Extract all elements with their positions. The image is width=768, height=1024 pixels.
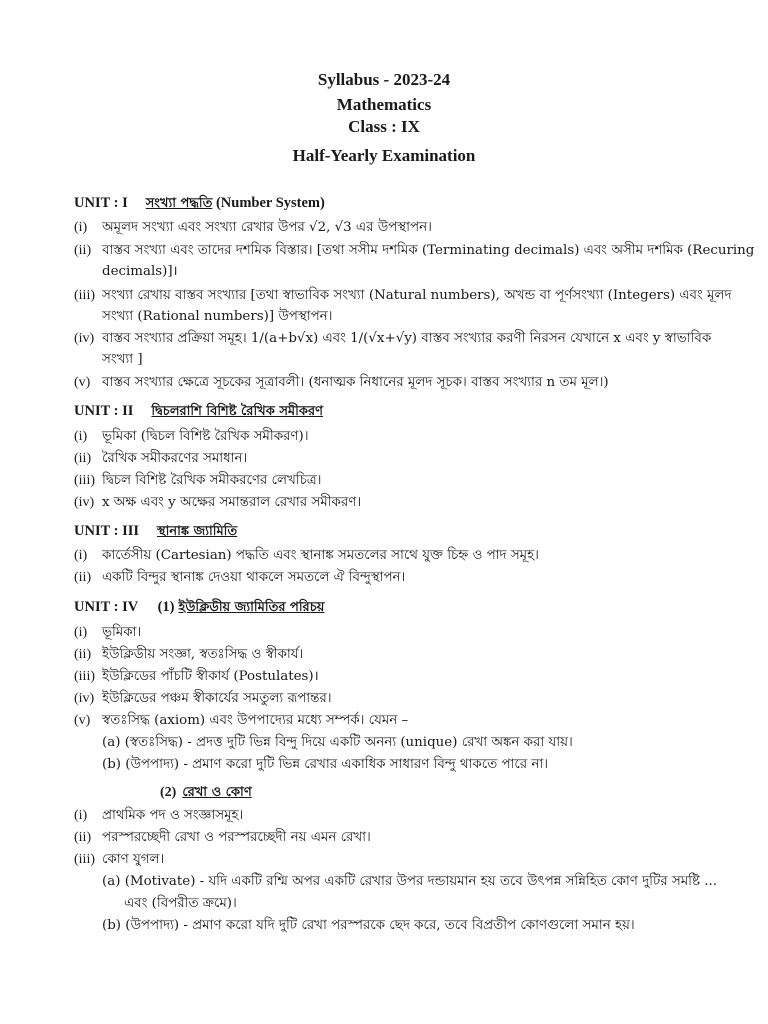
unit-4-sec-2-subitem-a-cont: এবং (বিপরীত ক্রমে)। xyxy=(124,896,237,911)
unit-4-item-1: ভূমিকা। xyxy=(102,625,142,640)
unit-1-item-4: বাস্তব সংখ্যার প্রক্রিয়া সমূহ। 1/(a+b√x) এবং 1/(√x+√y) বাস্তব সংখ্যার করণী নিরসন যেখানে x এবং y স্বাভাবিক xyxy=(102,331,712,346)
unit-4-sec-2-item-2: পরস্পরচ্ছেদী রেখা ও পরস্পরচ্ছেদী নয় এমন রেখা। xyxy=(102,830,371,845)
unit-4-subitem-a: (a) (স্বতঃসিদ্ধ) - প্রদত্ত দুটি ভিন্ন বিন্দু দিয়ে একটি অনন্য (unique) রেখা অঙ্কন করা যায়। xyxy=(102,735,573,750)
unit-2-item-2: রৈখিক সমীকরণের সমাধান। xyxy=(102,451,248,466)
syllabus-year: Syllabus - 2023-24 xyxy=(317,70,451,89)
unit-1-item-5: বাস্তব সংখ্যার ক্ষেত্রে সূচকের সূত্রাবলী। (ধনাত্মক নিধানের মূলদ সূচক। বাস্তব সংখ্যার n তম মূল।) xyxy=(102,375,609,390)
exam-title: Half-Yearly Examination xyxy=(292,146,476,165)
unit-2-item-4: x অক্ষ এবং y অক্ষের সমান্তরাল রেখার সমীকরণ। xyxy=(102,495,362,510)
unit-1-label: UNIT : I xyxy=(74,195,128,211)
unit-1-item-3: সংখ্যা রেখায় বাস্তব সংখ্যার [তথা স্বাভাবিক সংখ্যা (Natural numbers), অখন্ড বা পূর্ণসংখ্যা (Integers) এবং মূলদ xyxy=(102,288,732,303)
unit-2-heading xyxy=(74,401,323,422)
unit-1-item-2-num: (ii) xyxy=(74,243,92,258)
unit-4-item-1-num: (i) xyxy=(74,625,88,640)
unit-4-item-5-num: (v) xyxy=(74,713,91,728)
unit-4-item-4-num: (iv) xyxy=(74,691,95,706)
unit-1-item-4-num: (iv) xyxy=(74,331,95,346)
unit-4-item-2: ইউক্লিডীয় সংজ্ঞা, স্বতঃসিদ্ধ ও স্বীকার্য। xyxy=(102,647,304,662)
unit-2-item-2-num: (ii) xyxy=(74,451,92,466)
unit-4-sec-2-subitem-b: (b) (উপপাদ্য) - প্রমাণ করো যদি দুটি রেখা পরস্পরকে ছেদ করে, তবে বিপ্রতীপ কোণগুলো সমান হয়। xyxy=(102,918,635,933)
unit-4-heading xyxy=(74,597,324,618)
unit-4-sec-2-item-1: প্রাথমিক পদ ও সংজ্ঞাসমূহ। xyxy=(102,808,244,823)
unit-1-item-2: বাস্তব সংখ্যা এবং তাদের দশমিক বিস্তার। [তথা সসীম দশমিক (Terminating decimals) এবং অসীম দশমিক (Recuring xyxy=(102,243,755,258)
unit-2-label: UNIT : II xyxy=(74,403,134,419)
unit-2-item-4-num: (iv) xyxy=(74,495,95,510)
unit-4-item-4: ইউক্লিডের পঞ্চম স্বীকার্যের সমতুল্য রূপান্তর। xyxy=(102,691,332,706)
unit-2-item-1: ভূমিকা (দ্বিচল বিশিষ্ট রৈখিক সমীকরণ)। xyxy=(102,429,309,444)
unit-1-heading xyxy=(74,193,325,214)
unit-1-title: সংখ্যা পদ্ধতি xyxy=(145,196,213,211)
unit-4-sec-2-item-2-num: (ii) xyxy=(74,830,92,845)
unit-4-sec-2-item-1-num: (i) xyxy=(74,808,88,823)
unit-1-item-1-num: (i) xyxy=(74,220,88,235)
unit-4-sec-1-num: (1) xyxy=(157,599,175,615)
unit-4-sec-2-item-3: কোণ যুগল। xyxy=(102,852,165,867)
unit-1-item-3-num: (iii) xyxy=(74,288,95,303)
subject-title: Mathematics xyxy=(336,95,432,114)
unit-3-item-1-num: (i) xyxy=(74,548,88,563)
unit-3-label: UNIT : III xyxy=(74,523,140,539)
unit-3-item-2: একটি বিন্দুর স্থানাঙ্ক দেওয়া থাকলে সমতলে ঐ বিন্দুস্থাপন। xyxy=(102,570,406,585)
unit-3-title: স্থানাঙ্ক জ্যামিতি xyxy=(157,524,238,539)
unit-4-sec-2-title: রেখা ও কোণ xyxy=(182,785,252,800)
unit-4-sec-2-heading xyxy=(160,783,252,803)
unit-2-item-1-num: (i) xyxy=(74,429,88,444)
unit-4-subitem-b: (b) (উপপাদ্য) - প্রমাণ করো দুটি ভিন্ন রেখার একাধিক সাধারণ বিন্দু থাকতে পারে না। xyxy=(102,757,549,772)
unit-2-item-3: দ্বিচল বিশিষ্ট রৈখিক সমীকরণের লেখচিত্র। xyxy=(102,473,322,488)
unit-4-item-3: ইউক্লিডের পাঁচটি স্বীকার্য (Postulates)। xyxy=(102,669,319,684)
unit-4-item-3-num: (iii) xyxy=(74,669,95,684)
unit-4-sec-1-title: ইউক্লিডীয় জ্যামিতির পরিচয় xyxy=(178,600,325,615)
unit-1-item-2-cont: decimals)]। xyxy=(102,264,178,279)
unit-3-heading xyxy=(74,521,237,542)
unit-4-sec-2-subitem-a: (a) (Motivate) - যদি একটি রশ্মি অপর একটি রেখার উপর দন্ডায়মান হয় তবে উৎপন্ন সন্নিহিত কোণ দুটির সমষ্টি ... xyxy=(102,874,718,889)
unit-1-item-5-num: (v) xyxy=(74,375,91,390)
unit-2-title: দ্বিচলরাশি বিশিষ্ট রৈখিক সমীকরণ xyxy=(151,404,323,419)
unit-2-item-3-num: (iii) xyxy=(74,473,95,488)
unit-4-item-2-num: (ii) xyxy=(74,647,92,662)
unit-4-sec-2-item-3-num: (iii) xyxy=(74,852,95,867)
unit-3-item-1: কার্তেসীয় (Cartesian) পদ্ধতি এবং স্থানাঙ্ক সমতলের সাথে যুক্ত চিহ্ন ও পাদ সমূহ। xyxy=(102,548,539,563)
unit-4-label: UNIT : IV xyxy=(74,599,138,615)
unit-1-title-en: (Number System) xyxy=(215,195,325,211)
unit-4-sec-2-num: (2) xyxy=(160,785,177,800)
class-title: Class : IX xyxy=(348,117,420,136)
unit-1-item-1: অমূলদ সংখ্যা এবং সংখ্যা রেখার উপর √2, √3 এর উপস্থাপন। xyxy=(102,220,432,235)
unit-1-item-4-cont: সংখ্যা ] xyxy=(102,352,143,367)
unit-3-item-2-num: (ii) xyxy=(74,570,92,585)
unit-1-item-3-cont: সংখ্যা (Rational numbers)] উপস্থাপন। xyxy=(102,309,333,324)
unit-4-item-5: স্বতঃসিদ্ধ (axiom) এবং উপপাদ্যের মধ্যে সম্পর্ক। যেমন – xyxy=(102,713,409,728)
